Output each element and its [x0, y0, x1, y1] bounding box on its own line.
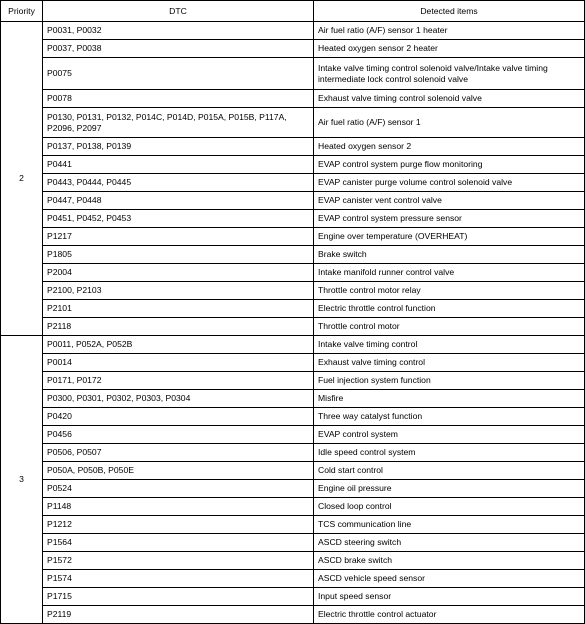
table-row	[1, 498, 585, 516]
dtc-cell: P0447, P0448	[43, 192, 314, 210]
detected-item-cell: Exhaust valve timing control solenoid valve	[314, 90, 585, 108]
detected-item-cell: ASCD vehicle speed sensor	[314, 570, 585, 588]
dtc-cell: P0443, P0444, P0445	[43, 174, 314, 192]
dtc-cell: P0075	[43, 58, 314, 90]
dtc-cell: P0506, P0507	[43, 444, 314, 462]
table-row	[1, 58, 585, 90]
dtc-cell: P0451, P0452, P0453	[43, 210, 314, 228]
detected-item-cell: Fuel injection system function	[314, 372, 585, 390]
table-row	[1, 22, 585, 40]
table-row	[1, 534, 585, 552]
dtc-cell: P0078	[43, 90, 314, 108]
table-row	[1, 156, 585, 174]
detected-items-header: Detected items	[314, 1, 585, 22]
dtc-cell: P2119	[43, 606, 314, 624]
detected-item-cell: Idle speed control system	[314, 444, 585, 462]
dtc-cell: P1564	[43, 534, 314, 552]
table-row	[1, 354, 585, 372]
detected-item-cell: Input speed sensor	[314, 588, 585, 606]
detected-item-cell: Air fuel ratio (A/F) sensor 1	[314, 108, 585, 138]
dtc-cell: P0014	[43, 354, 314, 372]
table-row	[1, 444, 585, 462]
detected-item-cell: Air fuel ratio (A/F) sensor 1 heater	[314, 22, 585, 40]
dtc-cell: P0130, P0131, P0132, P014C, P014D, P015A, P015B, P117A, P2096, P2097	[43, 108, 314, 138]
table-row	[1, 390, 585, 408]
dtc-cell: P0441	[43, 156, 314, 174]
detected-item-cell: EVAP control system pressure sensor	[314, 210, 585, 228]
dtc-cell: P0037, P0038	[43, 40, 314, 58]
dtc-cell: P2101	[43, 300, 314, 318]
dtc-cell: P0171, P0172	[43, 372, 314, 390]
table-row	[1, 570, 585, 588]
detected-item-cell: Exhaust valve timing control	[314, 354, 585, 372]
dtc-cell: P2004	[43, 264, 314, 282]
table-row	[1, 40, 585, 58]
table-row	[1, 372, 585, 390]
table-row	[1, 552, 585, 570]
detected-item-cell: Three way catalyst function	[314, 408, 585, 426]
dtc-cell: P1572	[43, 552, 314, 570]
table-row	[1, 108, 585, 138]
table-row	[1, 174, 585, 192]
dtc-cell: P1148	[43, 498, 314, 516]
priority-header: Priority	[1, 1, 43, 22]
dtc-cell: P1217	[43, 228, 314, 246]
detected-item-cell: Intake valve timing control	[314, 336, 585, 354]
table-row	[1, 462, 585, 480]
table-header-row	[1, 1, 585, 22]
priority-cell: 3	[1, 336, 43, 624]
table-row	[1, 300, 585, 318]
table-row	[1, 210, 585, 228]
detected-item-cell: Electric throttle control actuator	[314, 606, 585, 624]
table-row	[1, 516, 585, 534]
table-body	[1, 22, 585, 624]
detected-item-cell: Closed loop control	[314, 498, 585, 516]
detected-item-cell: Heated oxygen sensor 2	[314, 138, 585, 156]
detected-item-cell: Electric throttle control function	[314, 300, 585, 318]
detected-item-cell: Throttle control motor	[314, 318, 585, 336]
table-row	[1, 246, 585, 264]
table-row	[1, 90, 585, 108]
dtc-cell: P0031, P0032	[43, 22, 314, 40]
dtc-cell: P2100, P2103	[43, 282, 314, 300]
dtc-cell: P0300, P0301, P0302, P0303, P0304	[43, 390, 314, 408]
dtc-header: DTC	[43, 1, 314, 22]
dtc-cell: P1805	[43, 246, 314, 264]
dtc-cell: P0456	[43, 426, 314, 444]
table-row	[1, 336, 585, 354]
detected-item-cell: Intake manifold runner control valve	[314, 264, 585, 282]
detected-item-cell: ASCD brake switch	[314, 552, 585, 570]
table-row	[1, 588, 585, 606]
detected-item-cell: EVAP control system	[314, 426, 585, 444]
detected-item-cell: EVAP canister purge volume control solenoid valve	[314, 174, 585, 192]
detected-item-cell: Brake switch	[314, 246, 585, 264]
detected-item-cell: Engine over temperature (OVERHEAT)	[314, 228, 585, 246]
detected-item-cell: EVAP control system purge flow monitoring	[314, 156, 585, 174]
detected-item-cell: Misfire	[314, 390, 585, 408]
detected-item-cell: Heated oxygen sensor 2 heater	[314, 40, 585, 58]
detected-item-cell: ASCD steering switch	[314, 534, 585, 552]
dtc-cell: P1574	[43, 570, 314, 588]
table-row	[1, 480, 585, 498]
dtc-cell: P1715	[43, 588, 314, 606]
table-row	[1, 282, 585, 300]
table-row	[1, 138, 585, 156]
dtc-cell: P0420	[43, 408, 314, 426]
dtc-cell: P050A, P050B, P050E	[43, 462, 314, 480]
detected-item-cell: Intake valve timing control solenoid valve/Intake valve timing intermediate lock control solenoid valve	[314, 58, 585, 90]
table-row	[1, 426, 585, 444]
detected-item-cell: Cold start control	[314, 462, 585, 480]
detected-item-cell: EVAP canister vent control valve	[314, 192, 585, 210]
table-row	[1, 228, 585, 246]
dtc-cell: P1212	[43, 516, 314, 534]
table-row	[1, 192, 585, 210]
priority-cell: 2	[1, 22, 43, 336]
detected-item-cell: Engine oil pressure	[314, 480, 585, 498]
table-row	[1, 318, 585, 336]
table-row	[1, 264, 585, 282]
dtc-cell: P0137, P0138, P0139	[43, 138, 314, 156]
dtc-cell: P0011, P052A, P052B	[43, 336, 314, 354]
table-row	[1, 408, 585, 426]
detected-item-cell: Throttle control motor relay	[314, 282, 585, 300]
table-row	[1, 606, 585, 624]
dtc-cell: P2118	[43, 318, 314, 336]
dtc-cell: P0524	[43, 480, 314, 498]
detected-item-cell: TCS communication line	[314, 516, 585, 534]
